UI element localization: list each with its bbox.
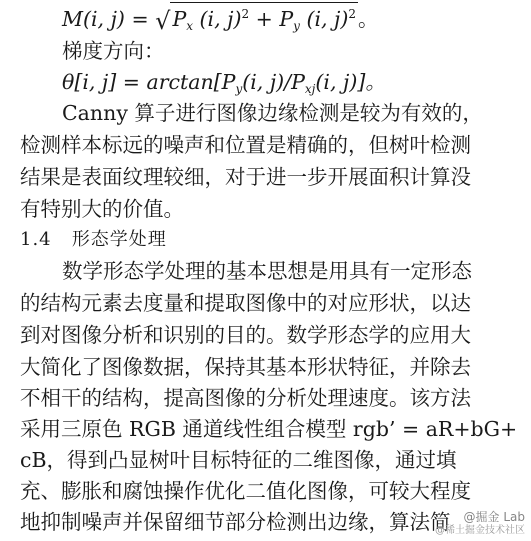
formula-direction bbox=[62, 68, 531, 96]
px-term: P bbox=[172, 7, 187, 31]
plus-sign: + bbox=[249, 7, 280, 31]
paragraph-line: 不相干的结构，提高图像的分析处理速度。该方法 bbox=[20, 386, 471, 410]
paragraph-line: 检测样本标远的噪声和位置是精确的，但树叶检测 bbox=[20, 133, 471, 157]
formula-magnitude bbox=[62, 2, 531, 35]
section-title: 形态学处理 bbox=[71, 229, 167, 250]
direction-py-sub: y bbox=[235, 82, 243, 96]
paragraph-line: 的结构元素去度量和提取图像中的对应形状，以达 bbox=[20, 291, 471, 315]
paragraph-line: 数学形态学处理的基本思想是用具有一定形态 bbox=[62, 259, 472, 283]
gradient-direction-label: 梯度方向： bbox=[62, 39, 165, 63]
watermark-top: @掘金 Lab bbox=[463, 510, 525, 524]
ij-args-2: (i, j) bbox=[299, 7, 349, 31]
px-subscript: x bbox=[186, 19, 194, 33]
ij-args-1: (i, j) bbox=[193, 7, 242, 31]
direction-pxj: P bbox=[291, 70, 305, 94]
paragraph-line: 有特别大的价值。 bbox=[20, 197, 184, 221]
paragraph-line: 地抑制噪声并保留细节部分检测出边缘，算法简 bbox=[20, 510, 451, 534]
sqrt-body bbox=[170, 2, 358, 37]
section-heading bbox=[20, 226, 520, 254]
paragraph-line: 结果是表面纹理较细，对于进一步开展面积计算没 bbox=[20, 165, 471, 189]
py-term: P bbox=[279, 7, 294, 31]
section-number: 1.4 bbox=[20, 229, 52, 250]
direction-py: P bbox=[221, 70, 236, 94]
exponent-1: 2 bbox=[241, 7, 250, 21]
paragraph-line: 到对图像分析和识别的目的。数学形态学的应用大 bbox=[20, 323, 471, 347]
formula-end-punct: 。 bbox=[358, 7, 379, 31]
paragraph-line: cB，得到凸显树叶目标特征的二维图像，通过填 bbox=[20, 448, 457, 472]
formula-lhs: M(i, j) = bbox=[62, 7, 156, 31]
paragraph-line: Canny 算子进行图像边缘检测是较为有效的， bbox=[62, 101, 483, 125]
sqrt-expression bbox=[155, 2, 358, 37]
exponent-2: 2 bbox=[348, 7, 357, 21]
py-subscript: y bbox=[293, 19, 300, 33]
direction-pxj-sub: xj bbox=[304, 82, 316, 96]
paragraph-line: 大简化了图像数据，保持其基本形状特征，并除去 bbox=[20, 355, 471, 379]
direction-lhs: θ[i, j] = arctan[ bbox=[62, 70, 222, 94]
paragraph-line: 充、膨胀和腐蚀操作优化二值化图像，可较大程度 bbox=[20, 479, 471, 503]
watermark bbox=[435, 511, 525, 537]
direction-end: (i, j)]。 bbox=[315, 70, 386, 94]
watermark-bottom: @稀土掘金技术社区 bbox=[435, 525, 525, 536]
direction-mid: (i, j)/ bbox=[242, 70, 292, 94]
sqrt-symbol: √ bbox=[155, 7, 171, 35]
paragraph-line: 采用三原色 RGB 通道线性组合模型 rgb’ = aR+bG+ bbox=[20, 417, 518, 441]
